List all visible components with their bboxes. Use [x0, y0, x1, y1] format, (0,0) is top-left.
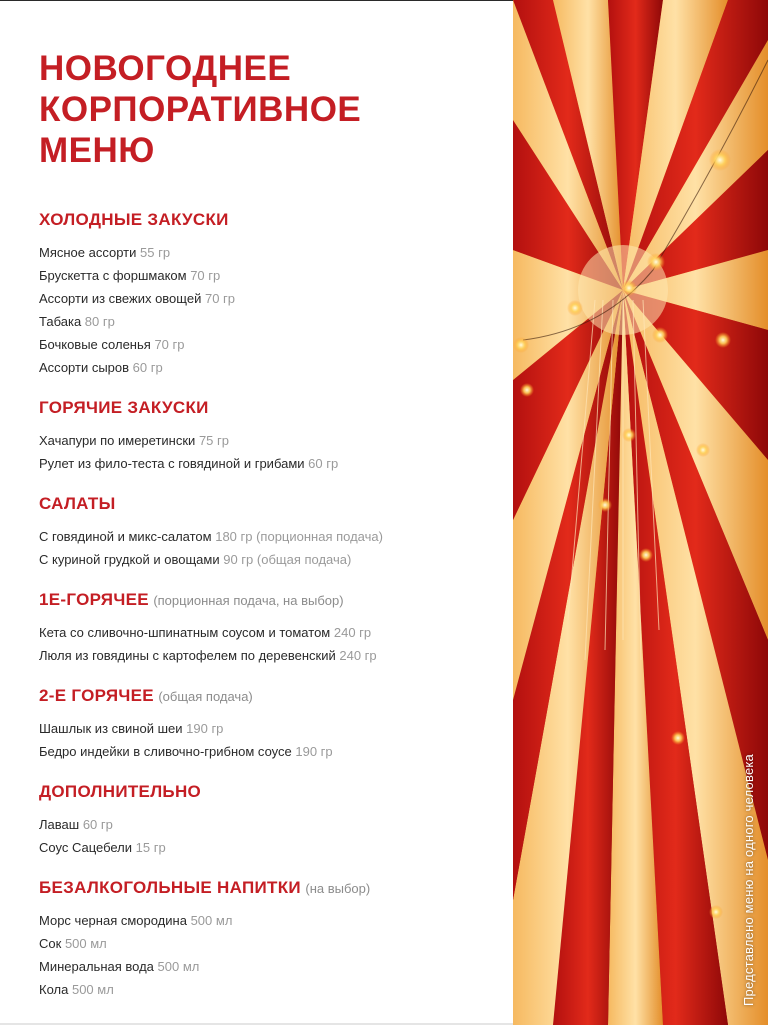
page-title [39, 48, 509, 171]
serving-note: Представлено меню на одного человека [741, 754, 756, 1006]
section-extra [39, 781, 509, 859]
item-weight: 70 гр [154, 337, 185, 352]
section-title: ХОЛОДНЫЕ ЗАКУСКИ [39, 210, 229, 229]
item-weight: 80 гр [84, 314, 115, 329]
item-weight: 70 гр [190, 268, 221, 283]
item-weight: 180 гр (порционная подача) [215, 529, 383, 544]
item-weight: 15 гр [135, 840, 166, 855]
item-name: С куриной грудкой и овощами [39, 552, 220, 567]
section-title: ДОПОЛНИТЕЛЬНО [39, 782, 202, 801]
item-name: Бедро индейки в сливочно-грибном соусе [39, 744, 292, 759]
title-line: КОРПОРАТИВНОЕ [39, 90, 362, 129]
section-note: (общая подача) [158, 689, 253, 704]
item-weight: 500 мл [157, 959, 200, 974]
tent-drapes-photo [513, 0, 768, 1025]
item-name: Ассорти сыров [39, 360, 130, 375]
item-name: Шашлык из свиной шеи [39, 721, 183, 736]
section-salads [39, 493, 509, 571]
menu-item [39, 356, 509, 379]
menu-item [39, 836, 509, 859]
item-name: Бочковые соленья [39, 337, 151, 352]
section-note: (порционная подача, на выбор) [153, 593, 344, 608]
item-name: Кета со сливочно-шпинатным соусом и томатом [39, 625, 331, 640]
menu-item [39, 740, 509, 763]
section-title: БЕЗАЛКОГОЛЬНЫЕ НАПИТКИ [39, 878, 301, 897]
menu-column [39, 48, 509, 1019]
menu-item [39, 333, 509, 356]
item-weight: 190 гр [186, 721, 224, 736]
item-name: Люля из говядины с картофелем по деревенский [39, 648, 336, 663]
section-drinks [39, 877, 509, 1001]
item-name: Соус Сацебели [39, 840, 133, 855]
menu-item [39, 548, 509, 571]
section-header [39, 209, 509, 232]
section-header [39, 397, 509, 420]
item-weight: 500 мл [64, 936, 107, 951]
item-name: Минеральная вода [39, 959, 154, 974]
item-weight: 75 гр [198, 433, 229, 448]
menu-item [39, 813, 509, 836]
item-weight: 500 мл [190, 913, 233, 928]
menu-item [39, 310, 509, 333]
section-title: 2-Е ГОРЯЧЕЕ [39, 686, 154, 705]
menu-item [39, 429, 509, 452]
item-weight: 55 гр [140, 245, 171, 260]
item-weight: 190 гр [295, 744, 333, 759]
menu-item [39, 241, 509, 264]
menu-item [39, 909, 509, 932]
menu-item [39, 264, 509, 287]
menu-item [39, 452, 509, 475]
title-line: НОВОГОДНЕЕ [39, 49, 292, 88]
section-main-course-2 [39, 685, 509, 763]
section-note: (на выбор) [305, 881, 371, 896]
item-weight: 70 гр [204, 291, 236, 306]
section-title: САЛАТЫ [39, 494, 116, 513]
item-name: Кола [39, 982, 69, 997]
item-name: Мясное ассорти [39, 245, 137, 260]
menu-item [39, 621, 509, 644]
item-weight: 60 гр [82, 817, 113, 832]
item-name: С говядиной и микс-салатом [39, 529, 212, 544]
section-header [39, 493, 509, 516]
section-header [39, 877, 509, 900]
item-weight: 60 гр [308, 456, 339, 471]
item-name: Лаваш [39, 817, 80, 832]
item-name: Хачапури по имеретински [39, 433, 196, 448]
top-border [0, 0, 513, 1]
section-cold-snacks [39, 209, 509, 379]
item-weight: 90 гр (общая подача) [223, 552, 352, 567]
item-weight: 240 гр [339, 648, 377, 663]
item-name: Рулет из фило-теста с говядиной и грибами [39, 456, 305, 471]
item-name: Морс черная смородина [39, 913, 187, 928]
menu-item [39, 525, 509, 548]
menu-item [39, 717, 509, 740]
menu-item [39, 287, 509, 310]
item-name: Табака [39, 314, 82, 329]
item-name: Ассорти из свежих овощей [39, 291, 202, 306]
menu-item [39, 932, 509, 955]
item-weight: 500 мл [71, 982, 114, 997]
section-header [39, 589, 509, 612]
menu-item [39, 644, 509, 667]
section-header [39, 685, 509, 708]
section-hot-snacks [39, 397, 509, 475]
item-name: Брускетта с форшмаком [39, 268, 187, 283]
section-main-course-1 [39, 589, 509, 667]
item-weight: 60 гр [132, 360, 163, 375]
tent-drapes-illustration [513, 0, 768, 1025]
section-title: ГОРЯЧИЕ ЗАКУСКИ [39, 398, 209, 417]
menu-item [39, 955, 509, 978]
section-title: 1Е-ГОРЯЧЕЕ [39, 590, 149, 609]
menu-item [39, 978, 509, 1001]
item-name: Сок [39, 936, 62, 951]
title-line: МЕНЮ [39, 131, 155, 170]
item-weight: 240 гр [333, 625, 372, 640]
section-header [39, 781, 509, 804]
drape-stripes [513, 0, 768, 1025]
